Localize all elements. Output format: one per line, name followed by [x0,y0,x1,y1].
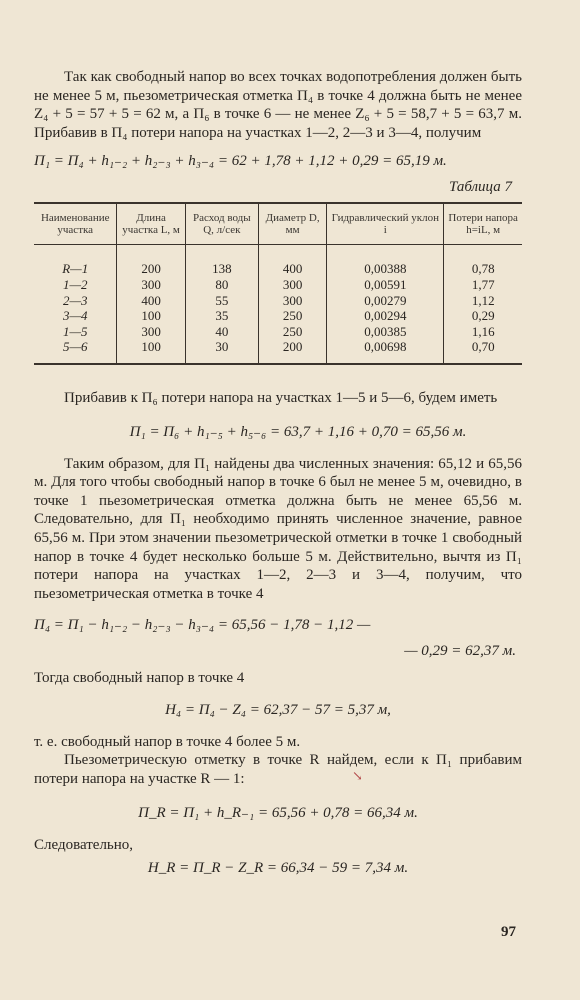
header-section-name: Наименование участка [40,212,110,237]
cell-section: 2—3 [62,292,88,308]
cell-slope: 0,00294 [327,308,444,324]
data-table [34,202,522,365]
pen-mark: ↘ [352,768,363,783]
cell-diameter: 250 [258,308,326,324]
cell-slope: 0,00279 [327,293,444,309]
cell-loss: 1,16 [444,324,522,340]
formula-h4: H₄ = П₄ − Z₄ = 62,37 − 57 = 5,37 м, [165,701,391,718]
header-length: Длина участка L, м [117,203,185,245]
formula-hr: H_R = П_R − Z_R = 66,34 − 59 = 7,34 м. [147,860,409,877]
cell-length: 400 [117,293,185,309]
cell-slope: 0,00698 [327,339,444,364]
cell-length: 200 [117,245,185,277]
page-number: 97 [501,924,516,940]
cell-length: 300 [117,277,185,293]
formula-pr: П_R = П₁ + h_R₋₁ = 65,56 + 0,78 = 66,34 м. [138,804,418,821]
cell-section: 5—6 [62,339,88,355]
cell-diameter: 300 [258,277,326,293]
header-diameter: Диаметр D, мм [258,203,326,245]
cell-flow: 35 [185,308,258,324]
paragraph-5: т. е. свободный напор в точке 4 более 5 м. [34,733,301,750]
cell-loss: 0,29 [444,308,522,324]
paragraph-3: Таким образом, для П₁ найдены два численных значения: 65,12 и 65,56 м. Для того чтобы свободный напор в точке 6 был не менее 5 м, очевидно, в точке 1 пьезометрическая отметка должна быть не менее 65,56 м. Следовательно, для П₁ необходимо принять численное значение, равное 65,56 м. При этом значении пьезометрической отметки в точке 1 свободный напор в точке 4 будет несколько больше 5 м. Действительно, вычтя из П₁ потери напора на участках 1—2, 2—3 и 3—4, получим, что пьезометрическая отметка в точке 4 [34,455,522,602]
paragraph-4: Тогда свободный напор в точке 4 [34,670,245,687]
formula-p1-alt: П₁ = П₆ + h₁₋₅ + h₅₋₆ = 63,7 + 1,16 + 0,70 = 65,56 м. [129,423,467,440]
table-row [34,324,522,340]
table-header-row [34,203,522,245]
table-row [34,277,522,293]
paragraph-7: Следовательно, [34,836,134,853]
cell-length: 100 [117,308,185,324]
cell-flow: 55 [185,293,258,309]
table-row [34,308,522,324]
table-row [34,339,522,364]
cell-length: 300 [117,324,185,340]
cell-section: 3—4 [62,308,88,324]
cell-loss: 1,12 [444,293,522,309]
paragraph-2: Прибавив к П₆ потери напора на участках 1—5 и 5—6, будем иметь [64,389,498,406]
cell-loss: 0,70 [444,339,522,364]
formula-p1-sum: П₁ = П₄ + h₁₋₂ + h₂₋₃ + h₃₋₄ = 62 + 1,78 + 1,12 + 0,29 = 65,19 м. [34,153,447,170]
cell-flow: 80 [185,277,258,293]
cell-loss: 1,77 [444,277,522,293]
cell-slope: 0,00388 [327,245,444,277]
table-row [34,245,522,277]
header-head-loss: Потери напора h=iL, м [444,203,522,245]
cell-section: 1—5 [62,323,88,339]
cell-diameter: 200 [258,339,326,364]
formula-p4-line2: — 0,29 = 62,37 м. [404,643,516,660]
cell-diameter: 400 [258,245,326,277]
header-flow: Расход воды Q, л/сек [185,203,258,245]
cell-flow: 138 [185,245,258,277]
cell-loss: 0,78 [444,245,522,277]
table-row [34,293,522,309]
cell-diameter: 250 [258,324,326,340]
cell-slope: 0,00385 [327,324,444,340]
cell-length: 100 [117,339,185,364]
header-hydraulic-slope: Гидравлический уклон i [327,203,444,245]
cell-slope: 0,00591 [327,277,444,293]
cell-flow: 40 [185,324,258,340]
formula-p4-line1: П₄ = П₁ − h₁₋₂ − h₂₋₃ − h₃₋₄ = 65,56 − 1,78 − 1,12 — [34,617,371,634]
cell-section: R—1 [62,261,89,277]
table-caption: Таблица 7 [449,179,512,196]
cell-diameter: 300 [258,293,326,309]
cell-flow: 30 [185,339,258,364]
paragraph-1: Так как свободный напор во всех точках водопотребления должен быть не менее 5 м, пьезометрическая отметка П₄ в точке 4 должна быть не менее Z₄ + 5 = 57 + 5 = 62 м, а П₆ в точке 6 — не менее Z₆ + 5 = 58,7 + 5 = 63,7 м. Прибавив в П₄ потери напора на участках 1—2, 2—3 и 3—4, получим [34,69,522,141]
cell-section: 1—2 [62,276,88,292]
paragraph-6: Пьезометрическую отметку в точке R найдем, если к П₁ прибавим потери напора на участке R — 1: [34,752,522,788]
